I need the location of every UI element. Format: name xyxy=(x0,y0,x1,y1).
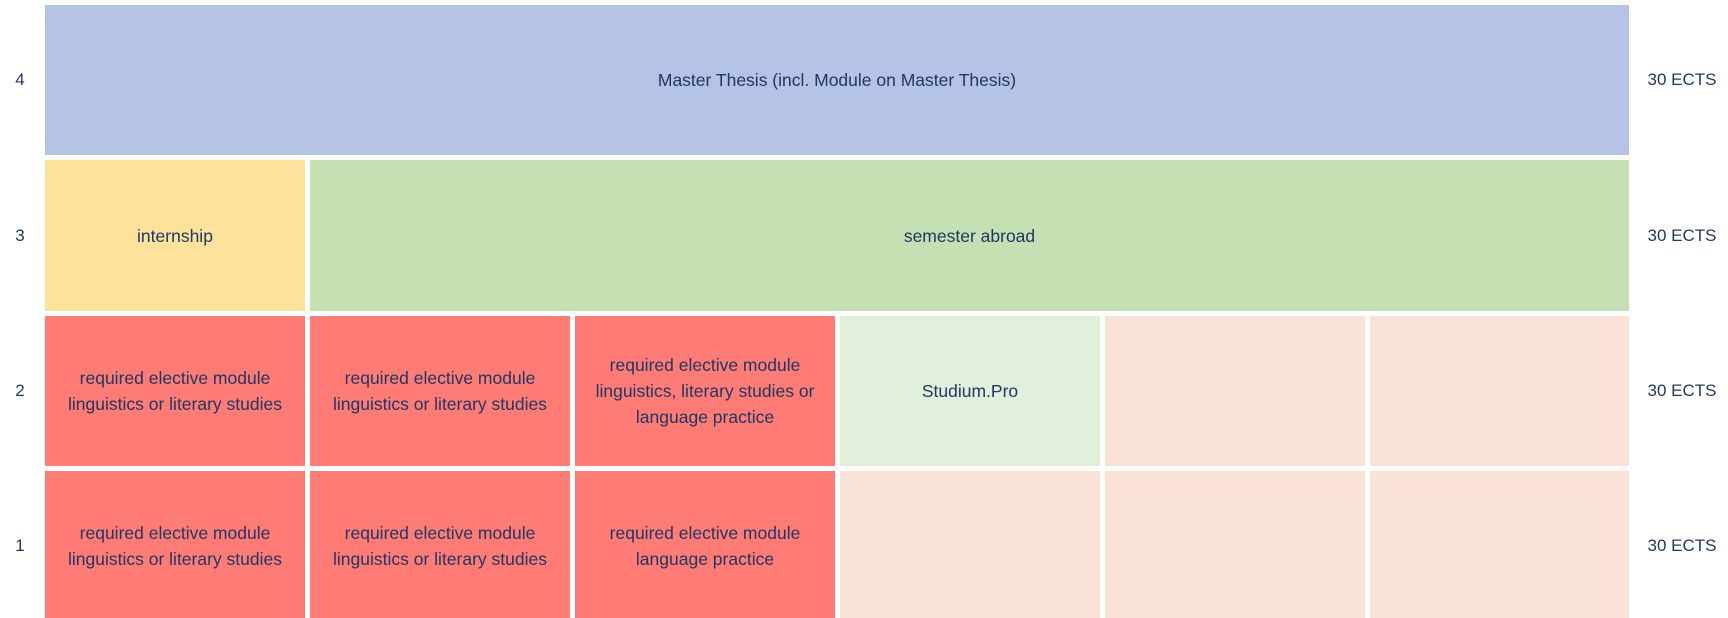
empty-block-sem1-6 xyxy=(1370,471,1629,618)
semester-label-3: 3 xyxy=(15,225,25,245)
internship-block: internship xyxy=(45,160,305,311)
empty-block-sem2-6 xyxy=(1370,316,1629,466)
ects-label-semester-1: 30 ECTS xyxy=(1647,536,1717,555)
module-block-sem2-1: required elective module linguistics or literary studies xyxy=(45,316,305,466)
semester-label-2: 2 xyxy=(15,381,25,400)
module-block-sem1-3: required elective module language practice xyxy=(575,471,835,618)
studium-pro-block: Studium.Pro xyxy=(840,316,1100,466)
ects-label-semester-2: 30 ECTS xyxy=(1647,381,1717,400)
empty-block-sem1-5 xyxy=(1105,471,1365,618)
semester-label-1: 1 xyxy=(15,536,25,555)
module-block-sem1-2: required elective module linguistics or literary studies xyxy=(310,471,570,618)
semester-label-4: 4 xyxy=(15,70,25,89)
ects-label-semester-3: 30 ECTS xyxy=(1647,225,1717,245)
master-thesis-block: Master Thesis (incl. Module on Master Thesis) xyxy=(45,5,1629,155)
module-block-sem2-3: required elective module linguistics, literary studies or language practice xyxy=(575,316,835,466)
module-block-sem2-2: required elective module linguistics or literary studies xyxy=(310,316,570,466)
empty-block-sem1-4 xyxy=(840,471,1100,618)
empty-block-sem2-5 xyxy=(1105,316,1365,466)
module-block-sem1-1: required elective module linguistics or literary studies xyxy=(45,471,305,618)
semester-abroad-block: semester abroad xyxy=(310,160,1629,311)
ects-label-semester-4: 30 ECTS xyxy=(1647,70,1717,89)
